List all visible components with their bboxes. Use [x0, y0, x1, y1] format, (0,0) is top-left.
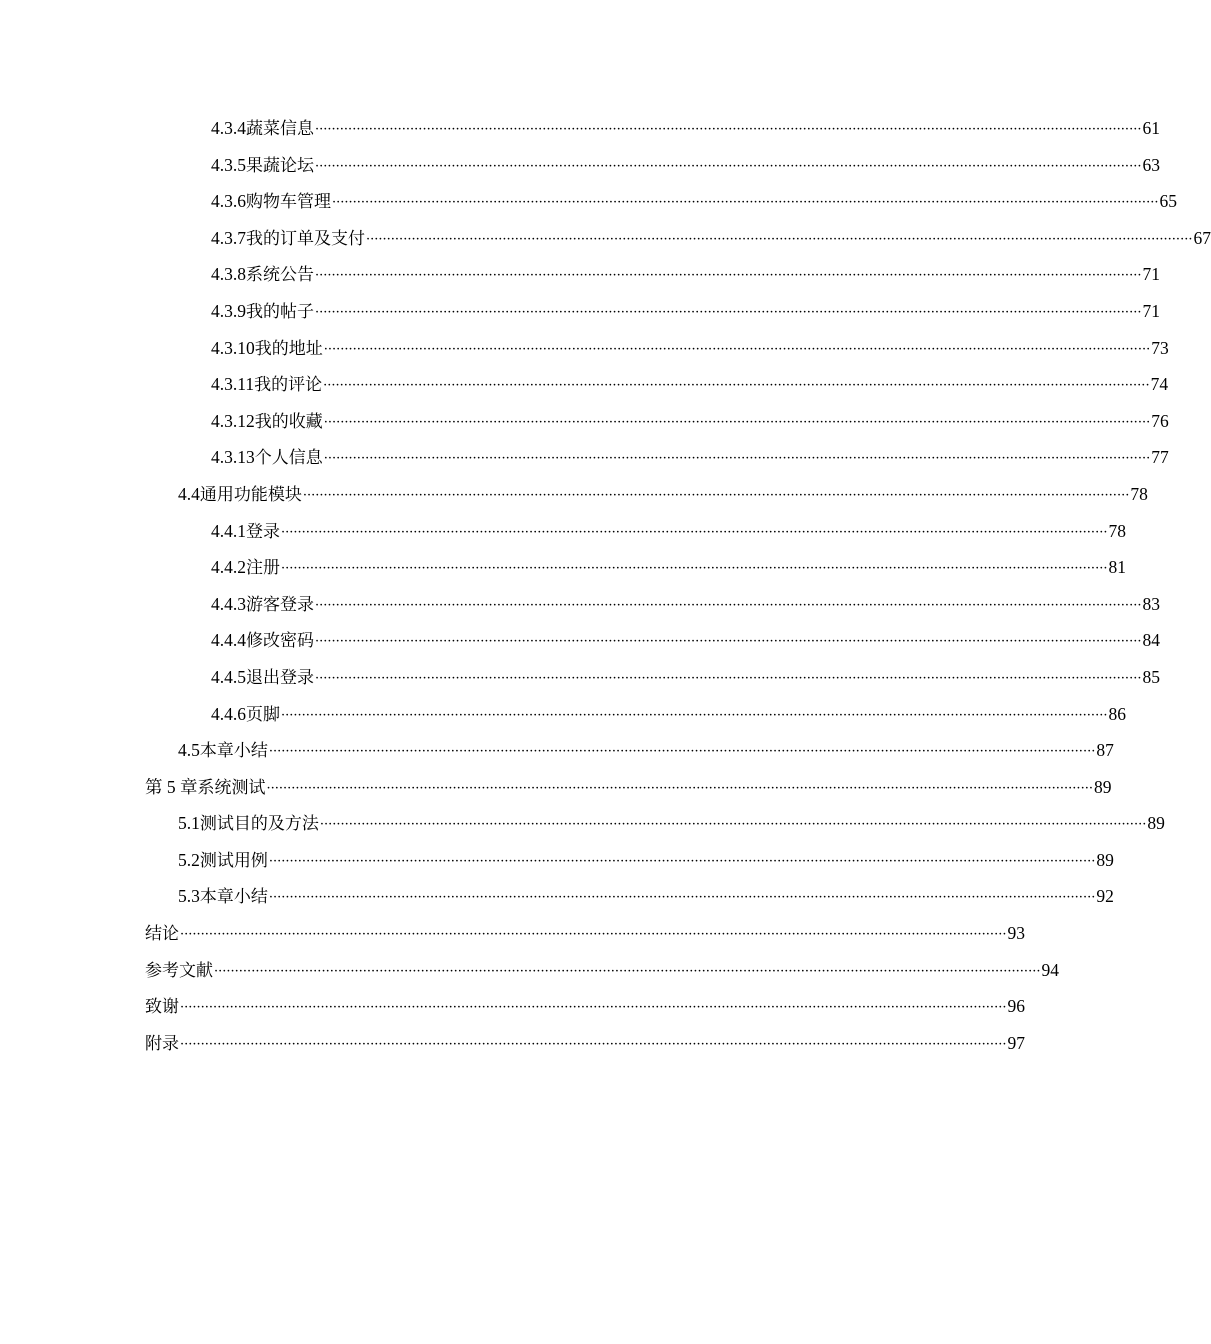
toc-entry-page: 81	[1108, 557, 1126, 578]
toc-dot-leader: ········································································································································································································	[366, 231, 1193, 247]
toc-entry[interactable]	[0, 769, 1112, 806]
toc-entry-page: 83	[1142, 593, 1160, 614]
toc-entry-page: 78	[1130, 483, 1148, 504]
toc-entry[interactable]	[0, 293, 1160, 330]
table-of-contents	[0, 110, 1211, 1061]
toc-entry[interactable]	[0, 586, 1160, 623]
toc-entry-title: 蔬菜信息	[246, 119, 314, 139]
toc-entry[interactable]	[0, 1025, 1025, 1062]
toc-entry-number: 4.4.4	[211, 630, 246, 651]
toc-entry[interactable]	[0, 220, 1211, 257]
toc-entry-title: 通用功能模块	[199, 484, 302, 505]
toc-entry[interactable]	[0, 952, 1059, 989]
toc-entry-number: 4.4.6	[211, 703, 246, 724]
toc-entry-page: 85	[1142, 666, 1160, 687]
toc-entry[interactable]	[0, 622, 1160, 659]
toc-entry-page: 73	[1151, 337, 1169, 358]
toc-entry-number: 4.3.4	[211, 118, 246, 138]
toc-entry-number: 4.3.8	[211, 264, 246, 285]
toc-entry[interactable]	[0, 513, 1126, 550]
toc-entry-page: 97	[1007, 1032, 1025, 1053]
toc-entry-page: 78	[1108, 520, 1126, 541]
toc-dot-leader: ········································································································································································································	[180, 1000, 1007, 1016]
toc-dot-leader: ········································································································································································································	[315, 597, 1142, 613]
toc-dot-leader: ········································································································································································································	[180, 1036, 1007, 1052]
toc-entry[interactable]	[0, 476, 1148, 513]
toc-entry-page: 96	[1007, 996, 1025, 1017]
toc-entry-title: 测试用例	[199, 850, 268, 871]
toc-entry-title: 本章小结	[199, 741, 268, 762]
toc-entry-number: 4.3.6	[211, 191, 246, 212]
toc-entry-page: 71	[1142, 300, 1160, 321]
toc-entry[interactable]	[0, 110, 1160, 147]
toc-entry-number: 4.4.2	[211, 557, 246, 578]
toc-dot-leader: ········································································································································································································	[315, 122, 1142, 137]
toc-dot-leader: ········································································································································································································	[315, 670, 1142, 686]
toc-entry-page: 61	[1142, 118, 1160, 138]
toc-entry-title: 页脚	[246, 704, 280, 725]
toc-entry-page: 89	[1147, 813, 1165, 834]
toc-entry-page: 89	[1093, 776, 1112, 797]
toc-entry-title: 附录	[145, 1033, 179, 1054]
toc-dot-leader: ········································································································································································································	[268, 744, 1096, 760]
toc-entry-number: 4.4.5	[211, 666, 246, 687]
toc-entry-number: 4.3.9	[211, 300, 246, 321]
toc-entry[interactable]	[0, 183, 1177, 220]
toc-entry-title: 致谢	[145, 997, 179, 1018]
toc-dot-leader: ········································································································································································································	[281, 561, 1108, 577]
toc-entry-number: 4.5	[178, 740, 200, 761]
toc-entry-number: 4.3.10	[211, 337, 255, 358]
toc-entry-title: 果蔬论坛	[246, 155, 314, 176]
toc-entry-title: 系统测试	[197, 777, 266, 798]
toc-entry[interactable]	[0, 732, 1114, 769]
toc-entry-page: 92	[1096, 886, 1114, 907]
toc-entry-title: 注册	[246, 558, 280, 579]
toc-dot-leader: ········································································································································································································	[315, 634, 1142, 650]
toc-entry-number: 4.4.1	[211, 520, 246, 541]
toc-dot-leader: ········································································································································································································	[323, 451, 1151, 467]
toc-entry-number: 4.3.11	[211, 374, 255, 395]
toc-entry-title: 我的地址	[254, 338, 323, 359]
toc-entry[interactable]	[0, 403, 1169, 440]
toc-entry[interactable]	[0, 439, 1169, 476]
toc-entry-page: 84	[1142, 630, 1160, 651]
toc-entry[interactable]	[0, 805, 1165, 842]
toc-entry-page: 76	[1151, 410, 1169, 431]
toc-entry-number: 4.3.5	[211, 154, 246, 175]
toc-dot-leader: ········································································································································································································	[323, 414, 1151, 430]
toc-dot-leader: ········································································································································································································	[302, 487, 1130, 503]
toc-dot-leader: ········································································································································································································	[214, 963, 1041, 979]
toc-entry[interactable]	[0, 878, 1114, 915]
toc-entry-number: 4.4.3	[211, 593, 246, 614]
toc-entry-number: 5.2	[178, 849, 200, 870]
toc-entry-title: 参考文献	[145, 960, 213, 981]
toc-dot-leader: ········································································································································································································	[319, 817, 1147, 833]
toc-entry-title: 购物车管理	[246, 192, 331, 213]
toc-entry[interactable]	[0, 659, 1160, 696]
toc-entry-number: 4.3.7	[211, 227, 246, 248]
toc-entry-title: 我的收藏	[254, 411, 323, 432]
toc-entry[interactable]	[0, 988, 1025, 1025]
toc-entry-page: 89	[1096, 849, 1114, 870]
toc-dot-leader: ········································································································································································································	[315, 158, 1142, 174]
toc-entry-number: 5.3	[178, 886, 200, 907]
toc-dot-leader: ········································································································································································································	[323, 378, 1150, 394]
toc-entry-page: 86	[1108, 703, 1126, 724]
toc-entry-page: 67	[1193, 227, 1211, 248]
toc-entry[interactable]	[0, 147, 1160, 184]
toc-dot-leader: ········································································································································································································	[323, 341, 1151, 357]
toc-entry-title: 个人信息	[254, 448, 323, 469]
toc-dot-leader: ········································································································································································································	[315, 268, 1142, 284]
toc-entry-title: 我的帖子	[246, 301, 314, 322]
toc-dot-leader: ········································································································································································································	[281, 524, 1108, 540]
toc-entry-number: 5.1	[178, 813, 200, 834]
toc-entry[interactable]	[0, 915, 1025, 952]
toc-entry-title: 我的评论	[254, 375, 323, 396]
toc-entry-number: 4.3.12	[211, 410, 255, 431]
toc-entry-title: 登录	[246, 521, 280, 542]
toc-entry[interactable]	[0, 842, 1114, 879]
toc-entry-number: 第 5 章	[145, 776, 198, 797]
toc-entry-page: 74	[1150, 374, 1169, 395]
toc-entry[interactable]	[0, 366, 1169, 403]
toc-entry-page: 87	[1096, 740, 1114, 761]
toc-dot-leader: ········································································································································································································	[281, 707, 1108, 723]
toc-entry-title: 系统公告	[246, 265, 314, 286]
toc-entry-title: 本章小结	[199, 887, 268, 908]
toc-entry-title: 测试目的及方法	[199, 814, 319, 835]
toc-entry-page: 93	[1007, 923, 1025, 944]
toc-dot-leader: ········································································································································································································	[332, 195, 1159, 211]
toc-dot-leader: ········································································································································································································	[315, 304, 1142, 320]
toc-entry-page: 65	[1159, 191, 1177, 212]
toc-dot-leader: ········································································································································································································	[266, 780, 1093, 796]
toc-dot-leader: ········································································································································································································	[268, 853, 1096, 869]
toc-dot-leader: ········································································································································································································	[180, 927, 1007, 943]
toc-entry-title: 游客登录	[246, 594, 314, 615]
toc-entry[interactable]	[0, 256, 1160, 293]
toc-entry[interactable]	[0, 696, 1126, 733]
toc-entry-title: 结论	[145, 924, 179, 945]
toc-entry-page: 71	[1142, 264, 1160, 285]
toc-entry-title: 修改密码	[246, 631, 314, 652]
toc-entry-page: 94	[1041, 959, 1059, 980]
toc-entry[interactable]	[0, 330, 1169, 367]
toc-entry-page: 63	[1142, 154, 1160, 175]
toc-entry[interactable]	[0, 549, 1126, 586]
toc-entry-title: 退出登录	[246, 667, 314, 688]
toc-entry-number: 4.3.13	[211, 447, 255, 468]
toc-entry-page: 77	[1151, 447, 1169, 468]
toc-dot-leader: ········································································································································································································	[268, 890, 1096, 906]
toc-entry-number: 4.4	[178, 483, 200, 504]
toc-entry-title: 我的订单及支付	[246, 228, 365, 249]
